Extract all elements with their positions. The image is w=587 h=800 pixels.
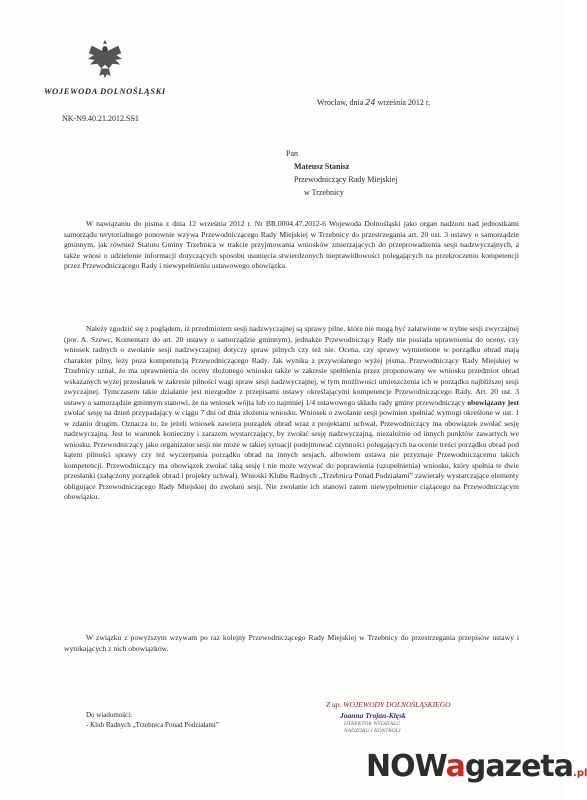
recipient-name: Mateusz Stanisz [294,162,350,171]
place-date-label: Wrocław, dnia [317,98,364,107]
watermark-now: NOW [366,749,446,784]
watermark-a: a [445,749,465,784]
recipient-block [286,147,398,199]
paragraph-2-bold-phrase: obowiązany jest [467,397,520,407]
stamp-department: NADZORU I KONTROLI [344,728,401,734]
body-paragraph-3: W związku z powyższym wzywam po raz kolejny Przewodniczącego Rady Miejskiej w Trzebnicy do przestrzegania przepisów ustawy i wynikających z nich obowiązków. [64,633,519,653]
issuing-office: WOJEWODA DOLNOŚLĄSKI [44,86,166,96]
nowagazeta-watermark [366,750,587,791]
handwritten-day: 24 [365,98,376,107]
body-paragraph-1: W nawiązaniu do pisma z dnia 12 września 2012 r. Nr BR.0004.47.2012-6 Wojewoda Dolnośląski jako organ nadzoru nad jednostkami samorządu terytorialnego ponownie wzywa Przewodniczącego Rady Miejskiej w Trzebnicy do przestrzegania art. 20 ust. 3 ustawy o samorządzie gminnym, jak również Statutu Gminy Trzebnica w trakcie przyjmowania wniosków zmierzających do przeprowadzenia sesji nadzwyczajnych, a także wnosi o udzielenie informacji dotyczących sposobu usunięcia stwierdzonych nieprawidłowości polegających na przekroczeniu kompetencji przez Przewodniczącego Rady i niewypełnieniu ustawowego obowiązku. [64,219,519,270]
recipient-city: w Trzebnicy [304,188,344,197]
watermark-gazeta: gazeta [464,749,574,784]
stamp-position: DYREKTOR WYDZIAŁU [344,721,400,727]
signatory-name: Joanna Trojan-Klęsk [340,711,406,720]
signature-stamp [326,699,451,735]
body-paragraph-2 [64,324,519,503]
place-and-date [317,98,430,107]
recipient-salutation: Pan [286,149,298,158]
watermark-pl: .pl [573,768,587,779]
cc-item: - Klub Radnych „Trzebnica Ponad Podziałami” [86,721,219,729]
cc-block [86,710,219,730]
paragraph-2-text-start: Należy zgodzić się z poglądem, iż przedmiotem sesji nadzwyczajnej są sprawy pilne, które nie mogą być załatwione w trybie sesji zwyczajnej (por. A. Szewc, Komentarz do art. 20 ustawy o samorządzie gminnym), jednakże Przewodniczący Rady nie posiada uprawnienia do oceny, czy wniosek radnych o zwołanie sesji nadzwyczajnej dotyczy spraw pilnych czy też nie. Ocena, czy sprawy wymienione w porządku obrad mają charakter pilny, leży poza kompetencją Przewodniczącego Rady. Jak wynika z przywołanego wyżej pisma, Przewodniczący Rady Miejskiej w Trzebnicy uznał, że ma uprawnienia do oceny złożonego wniosku także w zakresie spełnienia przez proponowany we wniosku przedmiot obrad wskazanych wyżej przesłanek w zakresie pilności wagi spraw sesji nadzwyczajnej, w tym możliwości umieszczenia ich w porządku najbliższej sesji zwyczajnej. Tymczasem takie działanie jest niezgodne z przepisami ustawy określającymi kompetencje Przewodniczącego Rady. Art. 20 ust. 3 ustawy o samorządzie gminnym stanowi, że na wniosek wójta lub co najmniej 1/4 ustawowego składu rady gminy przewodniczący [64,324,519,407]
reference-number: NK-N9.40.21.2012.SS1 [62,114,139,123]
date-month-year: września 2012 r. [377,98,431,107]
stamp-authorization: Z up. WOJEWODY DOLNOŚLĄSKIEGO [326,700,451,709]
cc-heading: Do wiadomości: [86,711,133,719]
paragraph-2-text-end: zwołać sesję na dzień przypadający w ciągu 7 dni od dnia złożenia wniosku. Wniosek o zwołanie sesji powinien spełniać wymogi określone w ust. 1 w zdaniu drugim. Oznacza to, że jeżeli wniosek zawiera porządek obrad wraz z projektami uchwał, Przewodniczący ma obowiązek zwołać sesję nadzwyczajną. Jest to warunek konieczny i zarazem wystarczający, by zwołać sesję nadzwyczajną, niezależnie od innych punktów zawartych we wniosku. Przewodniczący jako organizator sesji nie może w takiej sytuacji podejmować czynności polegających na ocenie treści porządku obrad pod kątem pilności sprawy czy też wyczerpania porządku obrad na innych sesjach, albowiem ustawa nie przyznaje Przewodniczącemu takich kompetencji. Przewodniczący ma obowiązek zwołać taką sesję i nie może wzywać do poprawienia (uzupełnienia) wniosku, który spełnia te dwie przesłanki (załączony porządek obrad i projekty uchwał). Wnioski Klubu Radnych „Trzebnica Ponad Podziałami” zawierały wystarczające elementy obligujące Przewodniczącego Rady Miejskiej do zwołani sesji. Nie zwołanie ich stanowi zatem niewypełnienie ciążącego na Przewodniczącym obowiązku. [64,408,519,501]
recipient-title: Przewodniczący Rady Miejskiej [294,175,398,184]
eagle-emblem-icon [86,36,124,80]
